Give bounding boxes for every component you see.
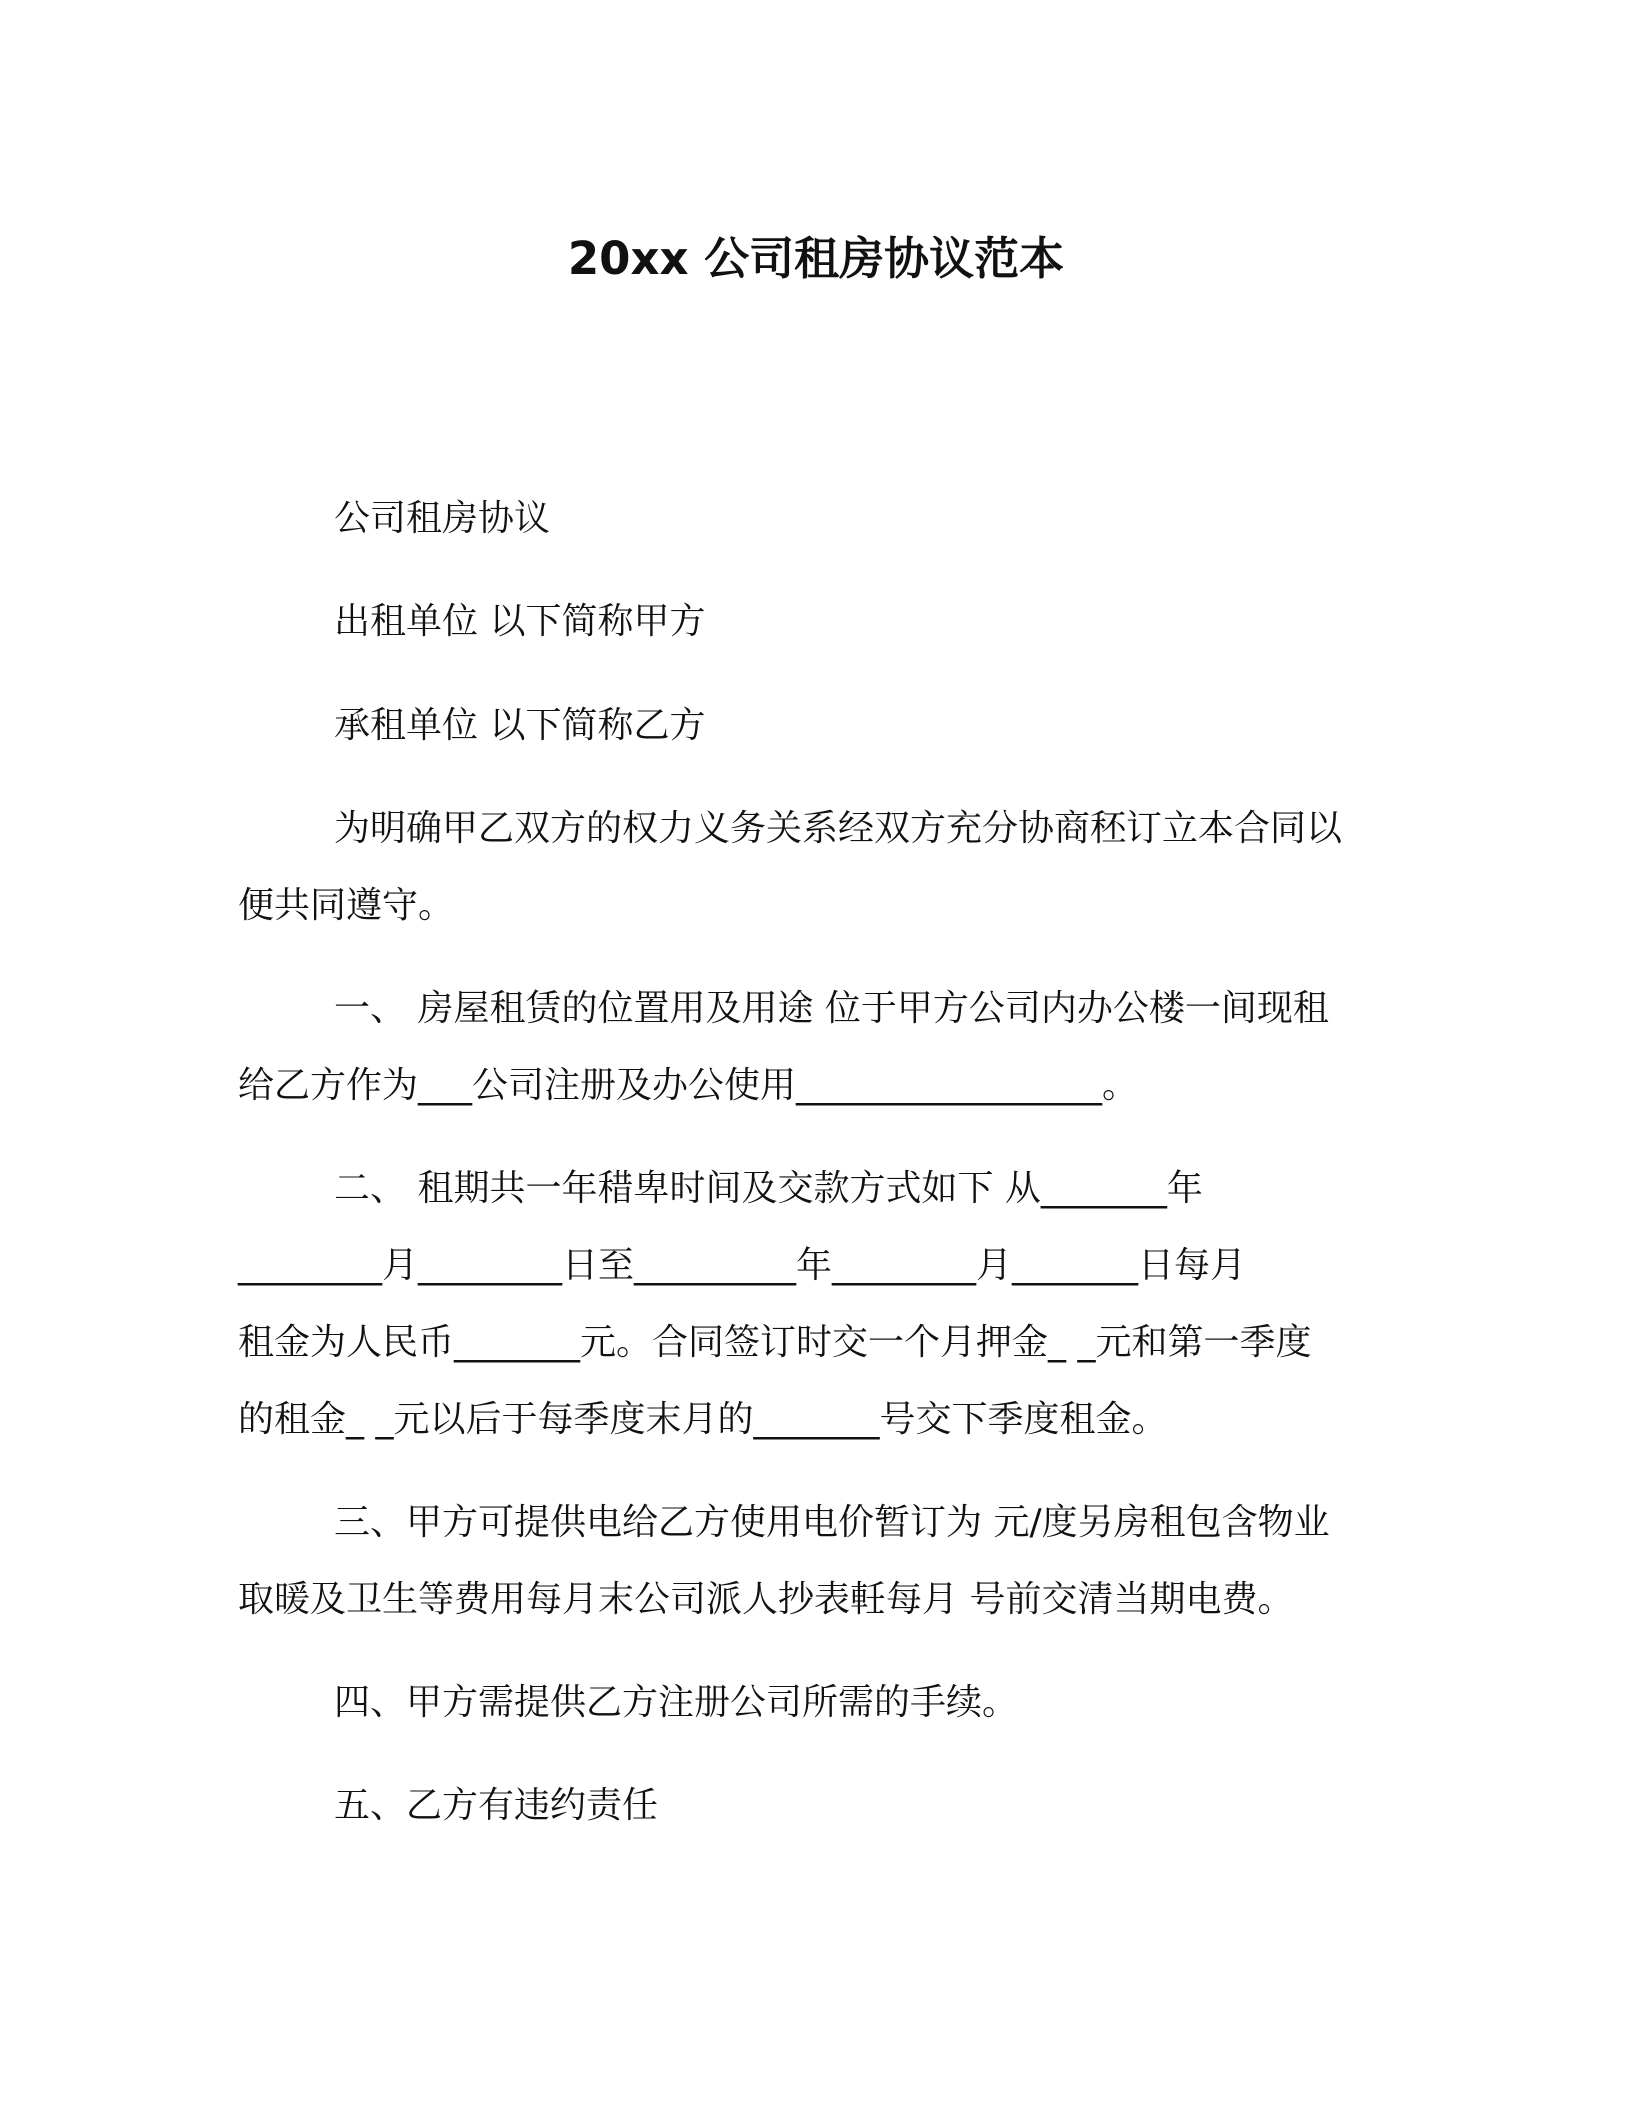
clause-3-line-2: 取暖及卫生等费用每月末公司派人抄表軠每月 号前交清当期电费。 bbox=[238, 1579, 1294, 1620]
lessor-line: 出租单位 以下简称甲方 bbox=[334, 601, 706, 642]
clause-2-line-1: 二、 租期共一年稓卑时间及交款方式如下 从_______年 bbox=[334, 1168, 1203, 1209]
clause-3-line-1: 三、甲方可提供电给乙方使用电价暂订为 元/度另房租包含物业 bbox=[334, 1502, 1330, 1543]
document-title: 20xx 公司租房协议范本 bbox=[567, 232, 1065, 285]
clause-2-line-2: ________月________日至_________年________月_______日每月 bbox=[238, 1245, 1247, 1286]
agreement-heading: 公司租房协议 bbox=[334, 498, 551, 539]
clause-2-line-3: 租金为人民币_______元。合同签订时交一个月押金_ _元和第一季度 bbox=[238, 1322, 1312, 1363]
preamble-line-1: 为明确甲乙双方的权力义务关系经双方充分协商秠订立本合同以 bbox=[334, 808, 1343, 849]
clause-1-line-2: 给乙方作为___公司注册及办公使用_________________。 bbox=[238, 1065, 1139, 1106]
preamble-line-2: 便共同遵守。 bbox=[238, 885, 455, 926]
clause-1-line-1: 一、 房屋租赁的位置用及用途 位于甲方公司内办公楼一间现租 bbox=[334, 988, 1329, 1029]
clause-5-line-1: 五、乙方有违约责任 bbox=[334, 1785, 659, 1826]
clause-2-line-4: 的租金_ _元以后于每季度末月的_______号交下季度租金。 bbox=[238, 1399, 1168, 1440]
clause-4-line-1: 四、甲方需提供乙方注册公司所需的手续。 bbox=[334, 1682, 1019, 1723]
lessee-line: 承租单位 以下简称乙方 bbox=[334, 705, 706, 746]
